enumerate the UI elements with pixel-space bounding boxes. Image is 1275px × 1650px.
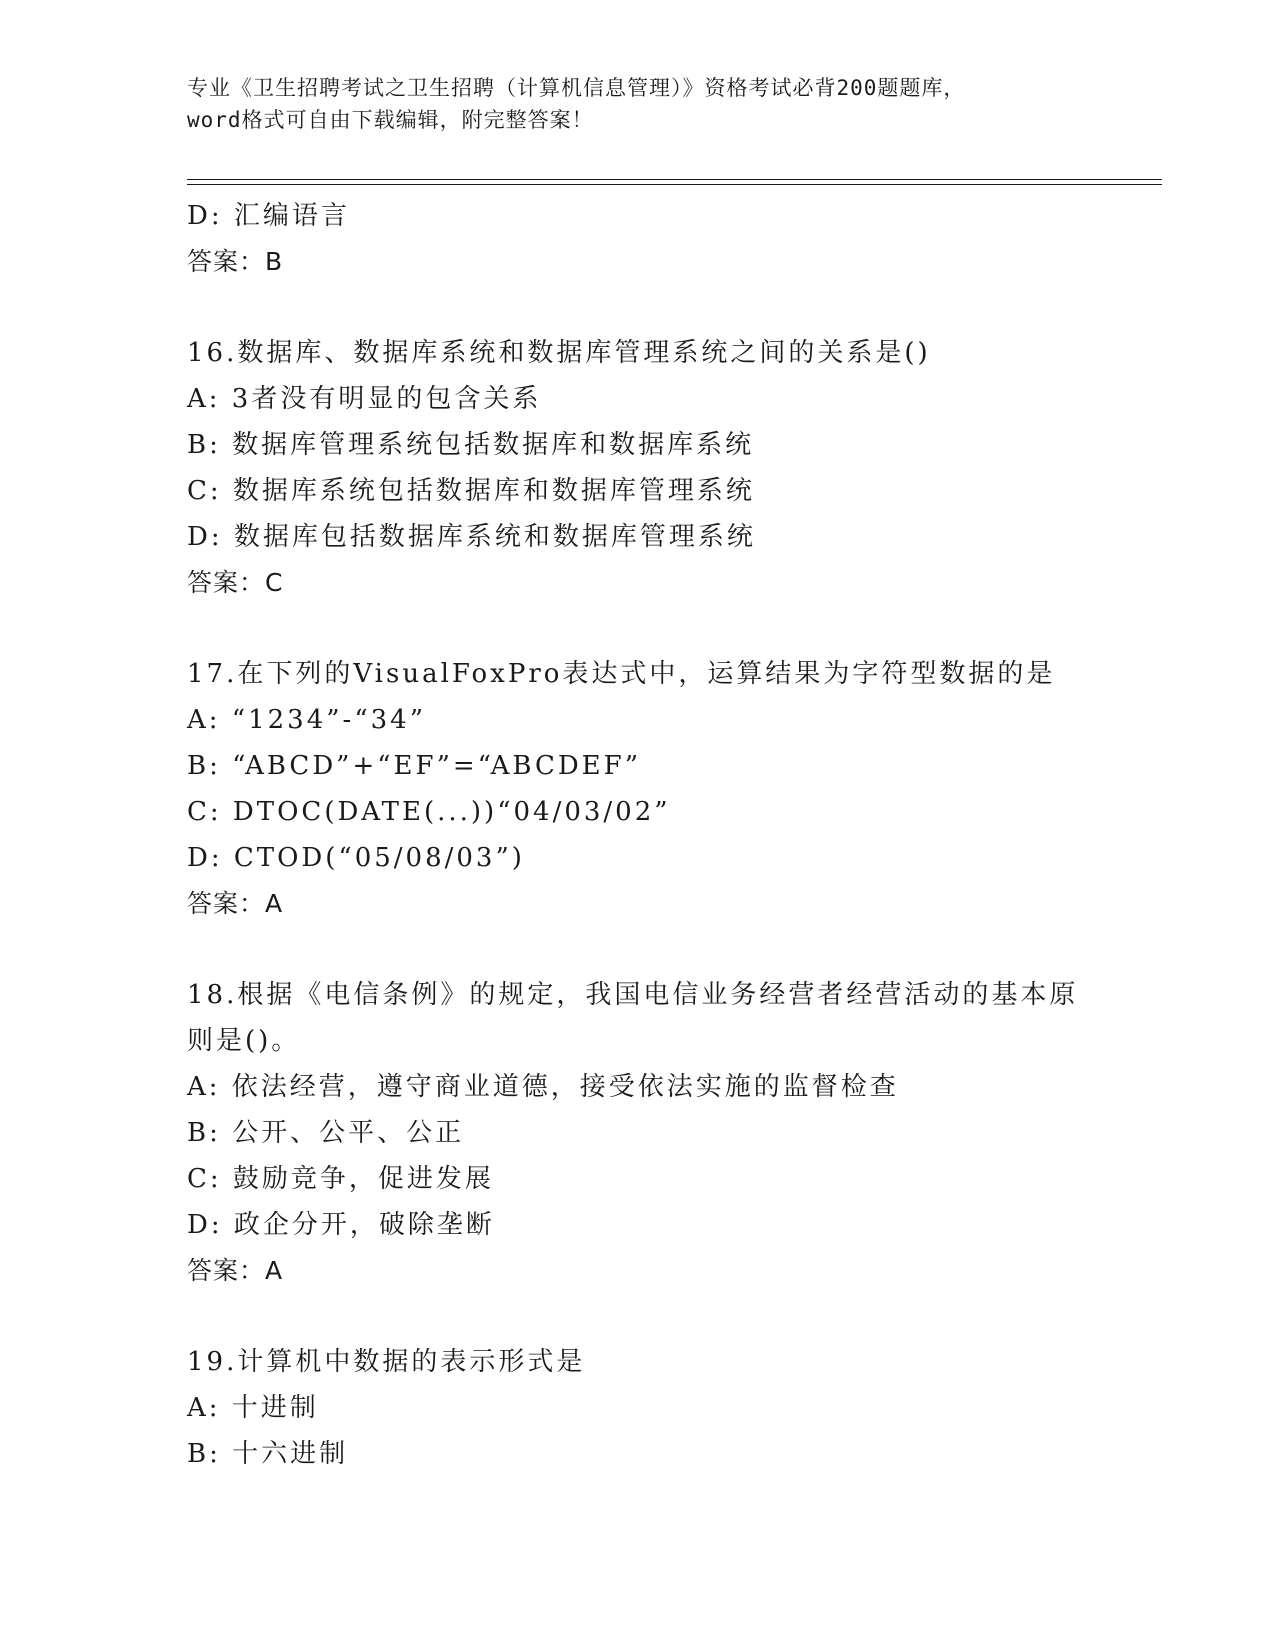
document-header bbox=[187, 72, 1067, 136]
question-list bbox=[187, 193, 1162, 1477]
option-c: C: 数据库系统包括数据库和数据库管理系统 bbox=[187, 476, 755, 506]
option-b: B: 数据库管理系统包括数据库和数据库系统 bbox=[187, 430, 755, 460]
question-stem-line: 17.在下列的VisualFoxPro表达式中，运算结果为字符型数据的是 bbox=[187, 659, 1056, 689]
option-d: D: 汇编语言 bbox=[187, 201, 350, 231]
spacer bbox=[187, 927, 1162, 972]
question-stem bbox=[187, 1339, 1087, 1385]
question-stem bbox=[187, 651, 1087, 697]
previous-question-tail bbox=[187, 193, 1162, 285]
option-b: B: 公开、公平、公正 bbox=[187, 1118, 465, 1148]
header-line-2: word格式可自由下载编辑，附完整答案！ bbox=[187, 108, 594, 132]
spacer bbox=[187, 1294, 1162, 1339]
question-stem-line: 19.计算机中数据的表示形式是 bbox=[187, 1347, 586, 1377]
question-stem-line: 18.根据《电信条例》的规定，我国电信业务经营者经营活动的基本原 bbox=[187, 980, 1079, 1010]
header-divider-top bbox=[187, 179, 1162, 180]
option-a: A: “1234”-“34” bbox=[187, 705, 427, 735]
question-stem-line: 16.数据库、数据库系统和数据库管理系统之间的关系是() bbox=[187, 338, 931, 368]
option-b: B: “ABCD”+“EF”=“ABCDEF” bbox=[187, 751, 641, 781]
answer-line: 答案：A bbox=[187, 1256, 284, 1285]
header-divider-bottom bbox=[187, 184, 1162, 185]
answer-line: 答案：C bbox=[187, 568, 284, 597]
option-d: D: 政企分开，破除垄断 bbox=[187, 1210, 495, 1240]
option-c: C: DTOC(DATE(...))“04/03/02” bbox=[187, 797, 671, 827]
option-a: A: 十进制 bbox=[187, 1393, 319, 1423]
option-a: A: 3者没有明显的包含关系 bbox=[187, 384, 542, 414]
spacer bbox=[187, 285, 1162, 330]
question-19 bbox=[187, 1339, 1162, 1477]
question-17 bbox=[187, 651, 1162, 927]
answer-line: 答案：B bbox=[187, 247, 284, 276]
option-a: A: 依法经营，遵守商业道德，接受依法实施的监督检查 bbox=[187, 1072, 899, 1102]
option-c: C: 鼓励竞争，促进发展 bbox=[187, 1164, 494, 1194]
header-line-1: 专业《卫生招聘考试之卫生招聘（计算机信息管理）》资格考试必背200题题库， bbox=[187, 76, 966, 100]
option-d: D: 数据库包括数据库系统和数据库管理系统 bbox=[187, 522, 756, 552]
question-stem bbox=[187, 330, 1087, 376]
spacer bbox=[187, 606, 1162, 651]
option-b: B: 十六进制 bbox=[187, 1439, 349, 1469]
question-16 bbox=[187, 330, 1162, 606]
question-stem-line: 则是()。 bbox=[187, 1026, 301, 1056]
answer-line: 答案：A bbox=[187, 889, 284, 918]
option-d: D: CTOD(“05/08/03”) bbox=[187, 843, 525, 873]
question-stem bbox=[187, 972, 1087, 1064]
question-18 bbox=[187, 972, 1162, 1294]
